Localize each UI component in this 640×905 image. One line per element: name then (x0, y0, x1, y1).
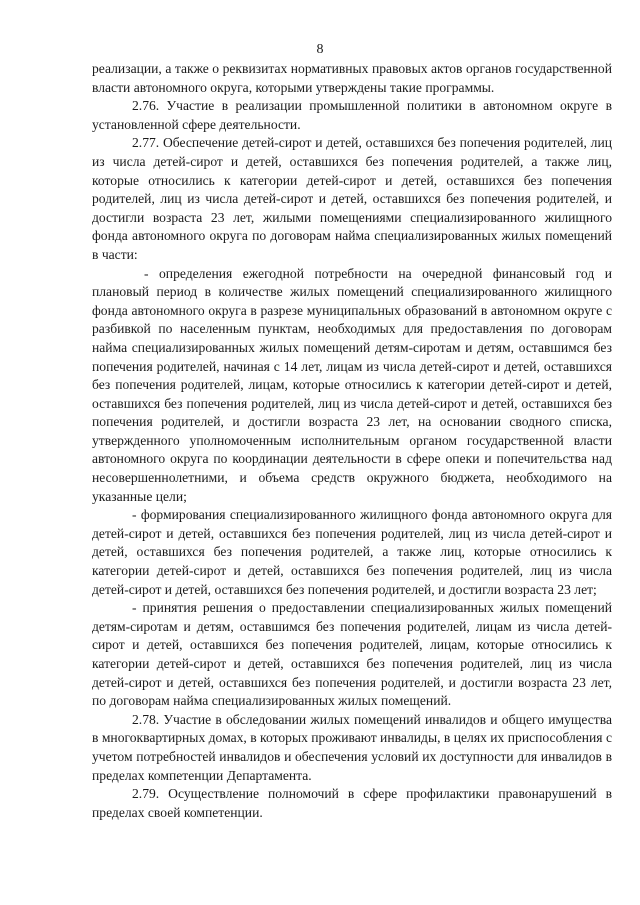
paragraph-2-76: 2.76. Участие в реализации промышленной политики в автономном округе в установленной сфере деятельности. (92, 98, 612, 132)
list-item-provision-decision: - принятия решения о предоставлении специализированных жилых помещений детям-сиротам и детям, оставшимся без попечения родителей, лицам из числа детей-сирот и детей, оставшихся без попечения родителей, лицам, которые относились к категории детей-сирот и детей, оставшихся без попечения родителей, лиц из числа детей-сирот и детей, оставшихся без попечения родителей, и достигли возраста 23 лет, по договорам найма специализированных жилых помещений. (92, 600, 612, 709)
page-number: 8 (316, 42, 324, 57)
list-item-need-determination: - определения ежегодной потребности на очередной финансовый год и плановый период в количестве жилых помещений специализированного жилищного фонда автономного округа в разрезе муниципальных образований в автономном округе с разбивкой по населенным пунктам, необходимых для предоставления по договорам найма специализированных жилых помещений детям-сиротам и детям, оставшимся без попечения родителей, начиная с 14 лет, лицам из числа детей-сирот и детей, оставшихся без попечения родителей, лицам, которые относились к категории детей-сирот и детей, оставшихся без попечения родителей, лиц из числа детей-сирот и детей, оставшихся без попечения родителей, и достигли возраста 23 лет, на основании сводного списка, утвержденного уполномоченным исполнительным органом государственной власти автономного округа по координации деятельности в сфере опеки и попечительства над несовершеннолетними, и объема средств окружного бюджета, необходимого на указанные цели; (92, 265, 612, 504)
paragraph-2-78: 2.78. Участие в обследовании жилых помещений инвалидов и общего имущества в многоквартирных домах, в которых проживают инвалиды, в целях их приспособления с учетом потребностей инвалидов и обеспечения условий их доступности для инвалидов в пределах компетенции Департамента. (92, 711, 612, 783)
list-item-fund-formation: - формирования специализированного жилищного фонда автономного округа для детей-сирот и детей, оставшихся без попечения родителей, лиц из числа детей-сирот и детей, оставшихся без попечения родителей, а также лиц, которые относились к категории детей-сирот и детей, оставшихся без попечения родителей, лиц из числа детей-сирот и детей, оставшихся без попечения родителей, и достигли возраста 23 лет; (92, 507, 612, 597)
paragraph-2-77: 2.77. Обеспечение детей-сирот и детей, оставшихся без попечения родителей, лиц из числа детей-сирот и детей, оставшихся без попечения родителей, а также лиц, которые относились к категории детей-сирот и детей, оставшихся без попечения родителей, лиц из числа детей-сирот и детей, оставшихся без попечения родителей, и достигли возраста 23 лет, жилыми помещениями специализированного жилищного фонда автономного округа по договорам найма специализированных жилых помещений в части: (92, 135, 612, 262)
paragraph-continuation: реализации, а также о реквизитах нормативных правовых актов органов государственной власти автономного округа, которыми утверждены такие программы. (92, 61, 612, 95)
paragraph-2-79: 2.79. Осуществление полномочий в сфере профилактики правонарушений в пределах своей компетенции. (92, 786, 612, 820)
document-body (92, 60, 612, 822)
